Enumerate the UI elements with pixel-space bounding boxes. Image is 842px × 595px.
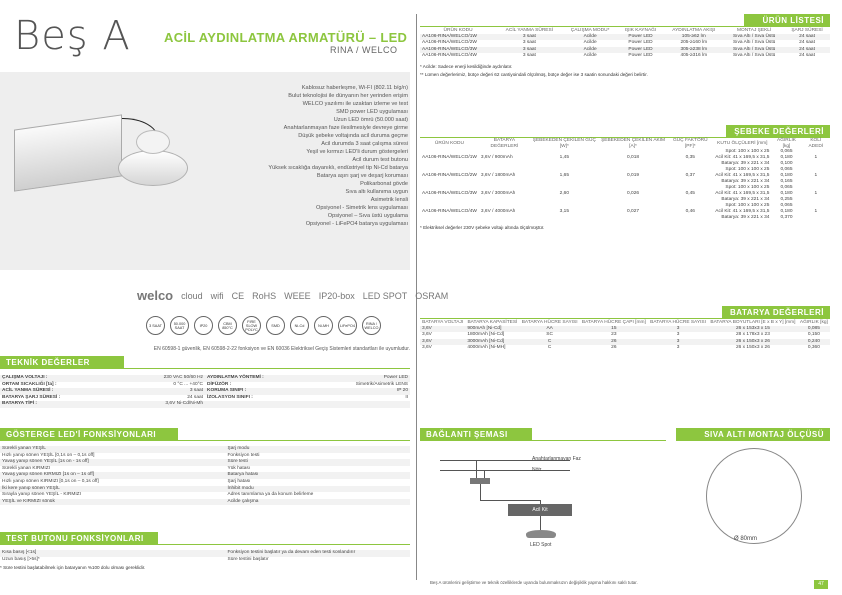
- table-cell: 3,6V Ni-Cd/Ni-Mh: [103, 401, 206, 408]
- emergency-kit-box: Acil Kit: [508, 504, 572, 516]
- table-cell: AA106-RINA/WELCO/1W: [422, 154, 477, 160]
- table-cell: 3 saat: [496, 47, 562, 54]
- table-cell: 3,15: [559, 208, 570, 214]
- table-cell: Fonksiyon testi: [227, 452, 260, 458]
- cert-icon: CBM 850°C: [218, 316, 237, 335]
- table-row: [420, 345, 830, 352]
- column-header: BATARYA HÜCRE SAYISI: [521, 319, 578, 325]
- table-cell: 26: [611, 345, 617, 351]
- table-cell: 1: [814, 154, 818, 160]
- table-row: [0, 388, 410, 395]
- table-cell: 3000mAh [Ni-Cd]: [465, 339, 519, 346]
- table-cell: Sürekli yanan YEŞİL: [0, 446, 226, 453]
- table-cell: Yavaş yanıp sönen KIRMIZI [1s on – 1s off]: [0, 472, 226, 479]
- column-header: BATARYA HÜCRE SAYISI: [650, 319, 706, 325]
- table-cell: Sürekli yanan KIRMIZI: [2, 465, 50, 471]
- table-cell: 1,45: [559, 154, 570, 160]
- column-header: ÇALIŞMA MODU*: [570, 27, 610, 33]
- test-table: [0, 550, 410, 563]
- table-cell: ACİL YANMA SÜRESİ :: [0, 388, 103, 395]
- table-cell: AA106-RINA/WELCO/3W: [422, 190, 477, 196]
- cutout-circle: [706, 448, 802, 544]
- table-cell: 26 x 153x3 x 15: [708, 326, 798, 333]
- feature-item: WELCO yazılımı ile uzaktan izleme ve test: [302, 101, 408, 107]
- cell-line: 0,180: [780, 155, 793, 160]
- table-cell: 24 saat: [187, 394, 203, 400]
- table-cell: 26 x 150x3 x 26: [708, 339, 798, 346]
- table-cell: Power LED: [628, 53, 653, 59]
- table-row: [0, 446, 410, 453]
- battery-table: [420, 319, 830, 352]
- table-cell: 24 saat: [799, 40, 815, 46]
- cert-icon: IP20: [194, 316, 213, 335]
- table-cell: Sıva Altı / Sıva Üstü: [732, 40, 776, 46]
- column-header: BATARYA VOLTAJI: [422, 319, 464, 325]
- phase-label: Anahtarlanmayan Faz: [532, 456, 581, 462]
- cell-line: 0,065: [780, 167, 793, 172]
- table-cell: Süre testi: [226, 459, 411, 466]
- wifi-icon: wifi: [210, 290, 224, 301]
- welco-icon: welco: [137, 288, 174, 303]
- cert-icon: SMD: [266, 316, 285, 335]
- footer-note: Beş A ürünlerini geliştirme ve teknik özelliklerde uyarıda bulunmaksızın değişiklik yapma hakkını saklı tutar.: [430, 580, 638, 585]
- indicator-section: [0, 428, 410, 505]
- cell-line: 0,255: [780, 197, 793, 202]
- cutout-dimension: Ø 80mm: [734, 536, 758, 542]
- table-cell: 24 saat: [784, 47, 830, 54]
- cell-line: 0,165: [780, 179, 793, 184]
- column-header: ŞEBEKEDEN ÇEKİLEN AKIM [A]*: [601, 138, 666, 149]
- table-cell: II: [405, 394, 408, 400]
- column-header: KUTU ÖLÇÜLERİ [mm]: [717, 140, 768, 146]
- table-cell: 0,35: [685, 154, 695, 160]
- feature-list: [236, 84, 408, 228]
- table-cell: Fonksiyon testini başlatır ya da devam eden testi sonlandırır: [226, 550, 411, 557]
- table-cell: SC: [546, 332, 553, 338]
- mains-section: [420, 125, 830, 230]
- table-cell: 305-≥238 lm: [663, 47, 724, 54]
- table-row: [420, 332, 830, 339]
- table-cell: 0 °C ... +40°C: [173, 381, 203, 387]
- table-cell: [205, 401, 308, 408]
- table-cell: Kısa basış [<1s]: [0, 550, 226, 557]
- column-header: BATARYA BOYUTLARI [E x B x Y] [mm]: [710, 319, 796, 325]
- column-header: AĞIRLIK [kg]: [799, 319, 828, 325]
- cell-line: Spot: 100 x 100 x 25: [725, 203, 770, 208]
- technical-section: [0, 356, 410, 408]
- column-header: ŞARJ SÜRESİ: [791, 27, 823, 33]
- wiring-section: [420, 428, 666, 441]
- cell-line: Acil Kit: 41 x 169,5 x 31,5: [715, 155, 770, 160]
- osram-icon: OSRAM: [415, 290, 449, 301]
- cell-line: 0,065: [780, 185, 793, 190]
- ce-icon: CE: [231, 290, 245, 301]
- table-cell: 0,37: [685, 172, 695, 178]
- table-cell: Uzun basış [>5s]*: [2, 556, 40, 562]
- cell-line: 0,065: [780, 149, 793, 154]
- certification-icons: [146, 316, 381, 335]
- table-cell: 28 x 178x3 x 23: [736, 332, 770, 338]
- table-row: [420, 185, 830, 203]
- table-cell: 0,019: [627, 172, 640, 178]
- section-title: TEKNİK DEĞERLER: [0, 356, 124, 368]
- table-cell: Hızlı yanıp sönen YEŞİL [0,1s on – 0,1s off]: [2, 452, 95, 458]
- table-cell: 26 x 150x3 x 26: [736, 345, 770, 351]
- cell-line: Batarya: 39 x 221 x 34: [721, 215, 770, 220]
- table-cell: 0,026: [627, 190, 640, 196]
- table-cell: 900mAh [Ni-Cd]: [465, 326, 519, 333]
- table-row: [0, 382, 410, 389]
- table-cell: Batarya hatası: [226, 472, 411, 479]
- table-cell: 3 saat: [496, 34, 562, 41]
- table-row: [420, 167, 830, 185]
- table-row: [0, 499, 410, 506]
- section-title: BAĞLANTI ŞEMASI: [420, 428, 532, 440]
- cell-line: 0,180: [780, 209, 793, 214]
- table-cell: 1,65: [559, 172, 570, 178]
- table-cell: 3 saat: [522, 53, 536, 59]
- table-cell: 0,46: [685, 208, 695, 214]
- column-header: IŞIK KAYNAĞI: [624, 27, 657, 33]
- feature-item: Opsiyonel - LiFePO4 batarya uygulaması: [305, 221, 408, 227]
- table-cell: C: [547, 345, 552, 351]
- table-cell: AA106-RINA/WELCO/3W: [420, 47, 496, 54]
- table-cell: 0,027: [627, 208, 640, 214]
- table-cell: 3,6V: [422, 332, 432, 338]
- table-cell: Şarj hatası: [227, 478, 251, 484]
- mains-table: [420, 138, 830, 221]
- table-cell: AA: [520, 326, 580, 333]
- column-header: ACİL YANMA SÜRESİ: [505, 27, 554, 33]
- weee-icon: WEEE: [284, 290, 311, 301]
- table-cell: 3,6V / 900mAh: [480, 154, 513, 160]
- product-list-section: [420, 14, 830, 77]
- section-title: ÜRÜN LİSTESİ: [744, 14, 830, 26]
- table-cell: Şarj modu: [226, 446, 411, 453]
- product-note-1: * Acilde: Sadece enerji kesildiğinde aydınlatır.: [420, 63, 513, 69]
- table-row: [0, 479, 410, 486]
- product-note-2: ** Lümen değerlerimiz, bütçe değeri 62 cantiyoindali ölçülmüş, bütçe değer ise 3 saatin sonundaki değeri belirtir.: [420, 71, 648, 77]
- table-cell: İnhibit modu: [226, 486, 411, 493]
- test-button-section: [0, 532, 410, 570]
- page-number: 47: [814, 580, 828, 589]
- table-row: [0, 472, 410, 479]
- indicator-table: [0, 446, 410, 505]
- table-cell: Power LED: [628, 40, 653, 46]
- cell-line: Spot: 100 x 100 x 25: [725, 149, 770, 154]
- cert-icon: RINA / WELCO: [362, 316, 381, 335]
- table-cell: 26: [580, 339, 648, 346]
- table-cell: AA106-RINA/WELCO/4W: [422, 53, 477, 59]
- cert-icon: 50.000 SAAT: [170, 316, 189, 335]
- table-cell: [771, 203, 801, 221]
- cell-line: Batarya: 39 x 221 x 34: [721, 161, 770, 166]
- table-cell: 405-≥316 lm: [680, 53, 708, 59]
- cell-line: Batarya: 39 x 221 x 34: [721, 197, 770, 202]
- table-cell: Hızlı yanıp sönen KIRMIZI [0,1s on – 0,1s off]: [2, 478, 99, 484]
- table-cell: 24 saat: [784, 34, 830, 41]
- table-row: [0, 395, 410, 402]
- table-cell: AA106-RINA/WELCO/1W: [420, 34, 496, 41]
- product-table: [420, 27, 830, 60]
- table-cell: 0,45: [685, 190, 695, 196]
- column-header: BATARYA DEĞERLERİ: [490, 138, 519, 149]
- column-header: AYDINLATMA AKIŞI: [672, 27, 716, 33]
- standards-text: EN 60598-1 güvenlik, EN 60598-2-22 fonksiyon ve EN 60036 Elektriksel Geçiş Sistemleri standartları ile uyumludur.: [153, 346, 410, 352]
- table-cell: BATARYA TİPİ :: [0, 401, 103, 408]
- cert-icon: LiFePO4: [338, 316, 357, 335]
- table-cell: 3: [676, 345, 680, 351]
- table-cell: Acilde: [563, 47, 618, 54]
- table-row: [0, 401, 410, 408]
- table-cell: 3 saat: [103, 388, 206, 395]
- column-header: KOLİ ADEDİ: [808, 138, 824, 149]
- feature-item: Uzun LED ömrü (50.000 saat): [333, 117, 408, 123]
- column-header: GÜÇ FAKTÖRÜ [PF]*: [672, 138, 708, 149]
- table-cell: İZOLASYON SINIFI :: [207, 394, 253, 400]
- section-title: TEST BUTONU FONKSİYONLARI: [0, 532, 158, 544]
- table-cell: Acilde: [583, 53, 597, 59]
- feature-item: Polikarbonat gövde: [360, 181, 408, 187]
- table-cell: 3: [676, 332, 680, 338]
- cell-line: 0,180: [780, 173, 793, 178]
- table-cell: Sırayla yanıp sönen YEŞİL - KIRMIZI: [2, 492, 81, 498]
- table-cell: AA106-RINA/WELCO/2W: [422, 172, 477, 178]
- table-cell: Acilde: [583, 40, 597, 46]
- mains-note: * Elektriksel değerler 230V şebeke voltajı altında ölçülmüştür.: [420, 225, 545, 230]
- led-spot-icon: [526, 530, 556, 538]
- column-header: BATARYA KAPASİTESİ: [467, 319, 518, 325]
- table-cell: 105-≥62 lm: [663, 34, 724, 41]
- table-cell: [713, 185, 771, 203]
- table-cell: 1: [814, 172, 818, 178]
- cert-icon: Ni-Cd: [290, 316, 309, 335]
- cell-line: Acil Kit: 41 x 169,5 x 31,5: [715, 191, 770, 196]
- table-cell: [713, 167, 771, 185]
- table-cell: KORUMA SINIFI :: [205, 388, 308, 395]
- table-cell: C: [520, 339, 580, 346]
- feature-item: Opsiyonel – Sıva üstü uygulama: [327, 213, 408, 219]
- table-cell: 3,6V: [420, 326, 465, 333]
- table-row: [0, 550, 410, 557]
- table-cell: 1800mAh [Ni-Cd]: [467, 332, 505, 338]
- section-title: GÖSTERGE LED'İ FONKSİYONLARI: [0, 428, 178, 440]
- table-cell: [771, 149, 801, 167]
- cell-line: 0,370: [780, 215, 793, 220]
- table-cell: 24 saat: [799, 53, 815, 59]
- feature-item: Asimetrik lensli: [370, 197, 408, 203]
- feature-item: Acil durum test butonu: [352, 157, 408, 163]
- table-cell: YEŞİL ve KIRMIZI sönük: [0, 499, 226, 506]
- table-cell: 2,60: [559, 190, 570, 196]
- page-title: ACİL AYDINLATMA ARMATÜRÜ – LED: [164, 30, 408, 45]
- led-spot-icon: LED SPOT: [362, 290, 408, 301]
- cloud-icon: cloud: [181, 290, 203, 301]
- table-cell: 1: [814, 208, 818, 214]
- feature-item: Anahtarlanmayan faze ilesilmesiyle devreye girme: [283, 125, 408, 131]
- page-subtitle: RINA / WELCO: [330, 45, 398, 55]
- table-cell: [308, 401, 411, 408]
- cell-line: Spot: 100 x 100 x 25: [725, 167, 770, 172]
- mounting-section: [676, 428, 830, 441]
- feature-item: Düşük şebeke voltajında acil duruma geçme: [298, 133, 408, 139]
- table-cell: 0,240: [798, 339, 830, 346]
- cell-line: Acil Kit: 41 x 169,5 x 31,5: [715, 173, 770, 178]
- column-header: ŞEBEKEDEN ÇEKİLEN GÜÇ [W]*: [532, 138, 596, 149]
- table-cell: 23: [611, 332, 617, 338]
- table-cell: 3,6V: [420, 339, 465, 346]
- table-cell: AA106-RINA/WELCO/2W: [422, 40, 477, 46]
- feature-item: Acil durumda 3 saat çalışma süresi: [321, 141, 408, 147]
- spot-lens-graphic: [136, 130, 170, 154]
- led-spot-graphic: [118, 150, 188, 186]
- cert-icon: FIRE SLOW POLYC: [242, 316, 261, 335]
- table-row: [0, 557, 410, 564]
- table-cell: 15: [580, 326, 648, 333]
- table-cell: 205-≥160 lm: [680, 40, 708, 46]
- rohs-icon: RoHS: [252, 290, 277, 301]
- column-header: ÜRÜN KODU: [443, 27, 473, 33]
- column-header: BATARYA HÜCRE ÇAPI [mm]: [581, 319, 646, 325]
- table-cell: Yük hatası: [227, 465, 251, 471]
- table-cell: Sıva Altı / Sıva Üstü: [724, 34, 784, 41]
- cell-line: 0,065: [780, 203, 793, 208]
- table-cell: [713, 203, 771, 221]
- table-cell: 1: [814, 190, 818, 196]
- feature-item: Batarya aşırı şarj ve deşarj koruması: [316, 173, 408, 179]
- table-cell: [771, 185, 801, 203]
- technical-table: [0, 375, 410, 408]
- table-cell: 3,6V: [422, 345, 432, 351]
- table-cell: Süre testini başlatır: [227, 556, 269, 562]
- cell-line: 0,100: [780, 161, 793, 166]
- section-title: SIVA ALTI MONTAJ ÖLÇÜSÜ: [676, 428, 830, 440]
- column-header: AĞIRLIK [kg]: [777, 138, 796, 149]
- table-cell: Yavaş yanıp sönen YEŞİL [1s on - 1s off]: [0, 459, 226, 466]
- feature-item: Bulut teknolojisi ile dünyanın her yerinden erişim: [288, 93, 408, 99]
- table-cell: AA106-RINA/WELCO/4W: [422, 208, 477, 214]
- table-cell: ÇALIŞMA VOLTAJI :: [0, 375, 103, 382]
- table-cell: 0,360: [807, 345, 820, 351]
- table-cell: BATARYA ŞARJ SÜRESİ :: [2, 394, 61, 400]
- wiring-diagram: [440, 450, 660, 560]
- cell-line: Batarya: 39 x 221 x 34: [721, 179, 770, 184]
- table-cell: 4000mAh [Ni-MH]: [467, 345, 506, 351]
- table-cell: 0,085: [798, 326, 830, 333]
- feature-item: Yeşil ve kırmızı LED'li durum göstergeleri: [306, 149, 408, 155]
- spot-label: LED Spot: [530, 542, 552, 548]
- table-cell: 3 saat: [522, 40, 536, 46]
- column-header: MONTAJ ŞEKLİ: [736, 27, 772, 33]
- table-cell: [771, 167, 801, 185]
- cell-line: Spot: 100 x 100 x 25: [725, 185, 770, 190]
- table-cell: Power LED: [308, 375, 411, 382]
- table-cell: Power LED: [618, 34, 664, 41]
- table-cell: Acilde: [563, 34, 618, 41]
- table-cell: DİFÜZÖR :: [207, 381, 232, 387]
- table-cell: 3,6V / 1800mAh: [480, 172, 516, 178]
- ip20-box-icon: IP20-box: [318, 290, 355, 301]
- table-cell: 3: [648, 339, 708, 346]
- cell-line: 0,180: [780, 191, 793, 196]
- table-cell: Acilde çalışma: [226, 499, 411, 506]
- feature-item: SMD power LED uygulaması: [336, 109, 408, 115]
- column-header: ÜRÜN KODU: [434, 140, 464, 146]
- battery-section: [420, 306, 830, 352]
- table-row: [420, 149, 830, 167]
- test-note: * Süre testini başlatabilmek için bataryanın %100 dolu olması gereklidir.: [0, 565, 146, 571]
- table-cell: IP 20: [308, 388, 411, 395]
- feature-item: Kablosuz haberleşme, Wi-FI (802.11 b/g/n): [301, 85, 408, 91]
- feature-item: Opsiyonel - Simetrik lens uygulaması: [315, 205, 408, 211]
- table-row: [420, 53, 830, 60]
- table-cell: 3,6V / 3000mAh: [480, 190, 516, 196]
- feature-item: Yüksek sıcaklığa dayanıklı, endüstriyel tip Ni-Cd batarya: [268, 165, 408, 171]
- table-cell: AYDINLATMA YÖNTEMİ :: [205, 375, 308, 382]
- brand-icon-row: [137, 288, 448, 303]
- table-cell: ORTAM SICAKLIĞI [ta] :: [2, 381, 57, 387]
- table-cell: 230 VAC 50/60 Hz: [103, 375, 206, 382]
- table-cell: [713, 149, 771, 167]
- brand-logo: Beş A: [14, 13, 131, 59]
- table-cell: İki kere yanıp sönen YEŞİL: [0, 486, 226, 493]
- cert-icon: Ni-MH: [314, 316, 333, 335]
- table-row: [0, 375, 410, 382]
- cert-icon: 3 SAAT: [146, 316, 165, 335]
- table-row: [0, 459, 410, 466]
- section-title: BATARYA DEĞERLERİ: [722, 306, 830, 318]
- table-cell: Simetrik/Asimetrik LENS: [355, 381, 408, 387]
- feature-item: Sıva altı kullanıma uygun: [345, 189, 408, 195]
- table-row: [420, 203, 830, 221]
- table-cell: 0,150: [807, 332, 820, 338]
- cell-line: Acil Kit: 41 x 169,5 x 31,5: [715, 209, 770, 214]
- neutral-label: Nötr: [532, 467, 542, 473]
- table-cell: Power LED: [618, 47, 664, 54]
- table-row: [420, 40, 830, 47]
- table-cell: Sıva Altı / Sıva Üstü: [724, 47, 784, 54]
- table-cell: 3,6V / 4000mAh: [480, 208, 516, 214]
- table-cell: 3: [648, 326, 708, 333]
- table-cell: Sıva Altı / Sıva Üstü: [732, 53, 776, 59]
- table-row: [0, 492, 410, 499]
- table-cell: 0,018: [627, 154, 640, 160]
- table-cell: Adres tanımlama ya da konum belirleme: [227, 492, 314, 498]
- section-title: ŞEBEKE DEĞERLERİ: [726, 125, 830, 137]
